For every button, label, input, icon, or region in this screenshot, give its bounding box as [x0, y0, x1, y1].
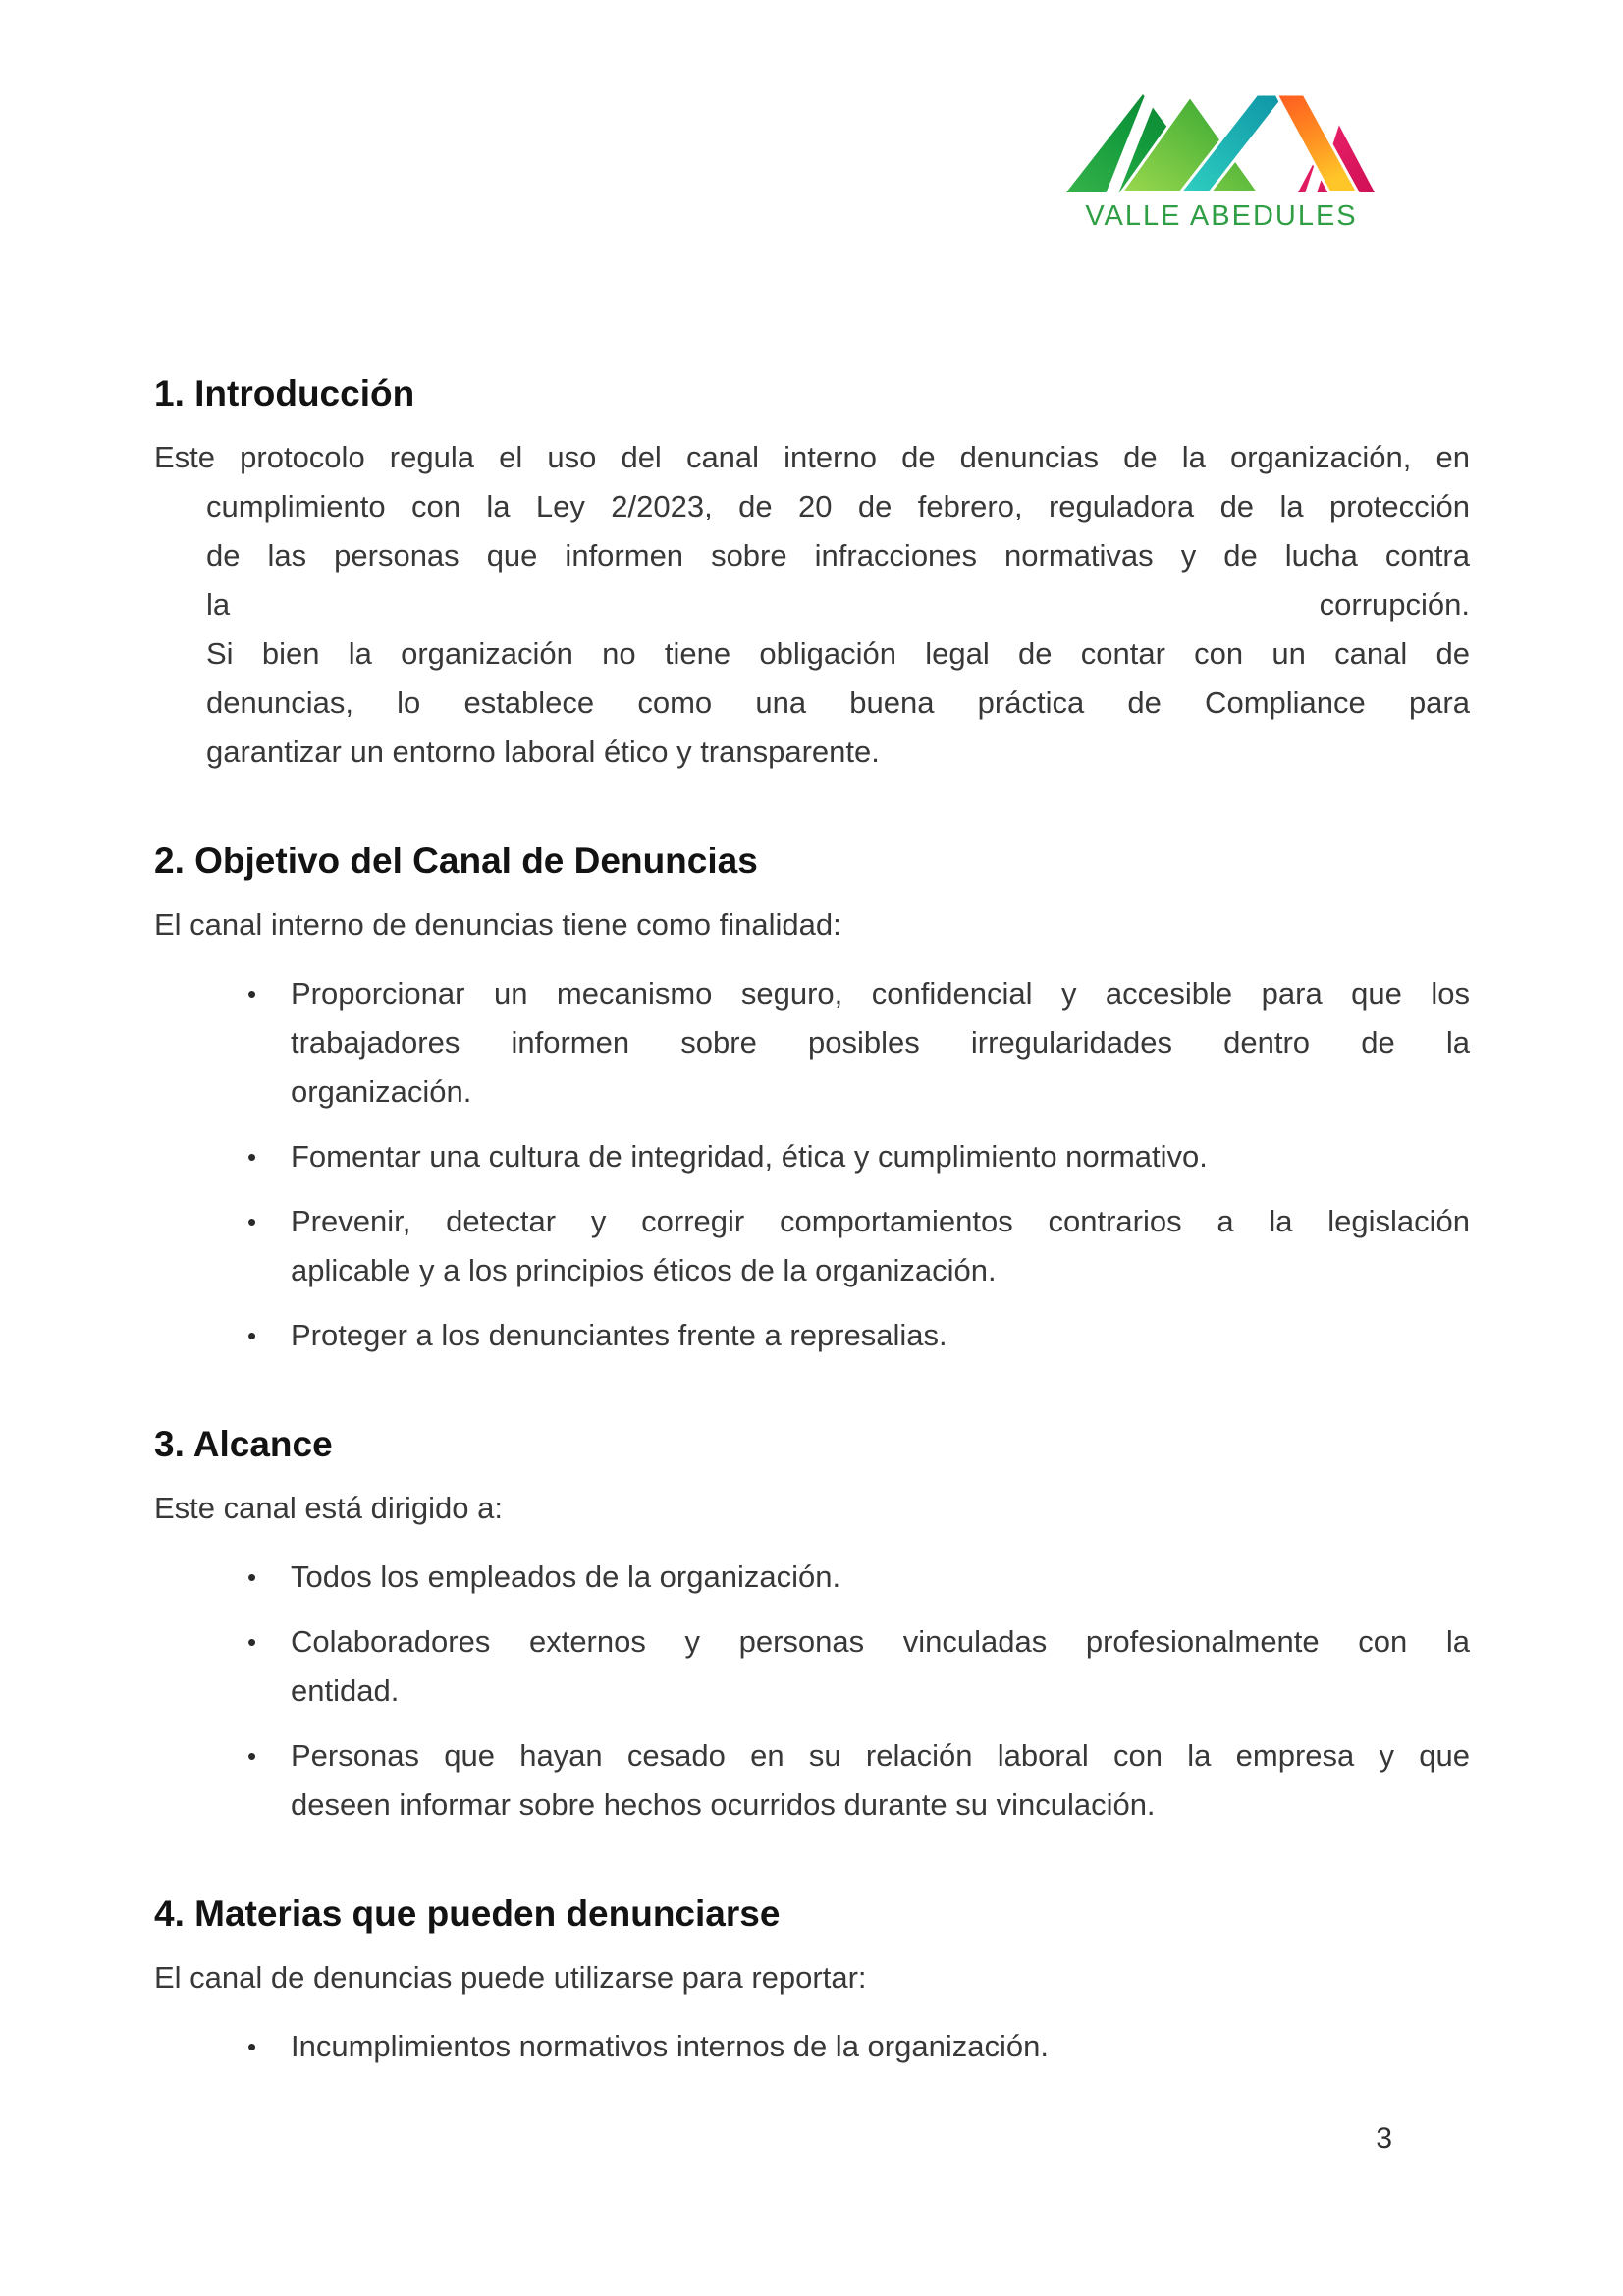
text-line: Proteger a los denunciantes frente a represalias.	[291, 1318, 947, 1352]
text-line: deseen informar sobre hechos ocurridos durante su vinculación.	[291, 1787, 1156, 1822]
section-materias	[154, 1888, 1470, 2071]
text-line: la corrupción.	[206, 587, 1470, 622]
section-objetivo	[154, 836, 1470, 1360]
section-3-heading: 3. Alcance	[154, 1424, 333, 1464]
text-line: Este protocolo regula el uso del canal interno de denuncias de la organización, en	[154, 440, 1470, 474]
bullet-icon: •	[247, 1562, 257, 1592]
section-4-heading: 4. Materias que pueden denunciarse	[154, 1893, 781, 1934]
text-line: Todos los empleados de la organización.	[291, 1559, 841, 1594]
text-line: organización.	[291, 1074, 472, 1109]
text-line: aplicable y a los principios éticos de la organización.	[291, 1253, 997, 1287]
text-line: Incumplimientos normativos internos de la organización.	[291, 2029, 1049, 2063]
logo-mark-icon	[1063, 88, 1380, 198]
bullet-icon: •	[247, 1321, 257, 1350]
text-line: entidad.	[291, 1673, 400, 1708]
logo-wordmark: VALLE ABEDULES	[1085, 200, 1358, 232]
section-4-lead: El canal de denuncias puede utilizarse para reportar:	[154, 1960, 867, 1995]
bullet-icon: •	[247, 1142, 257, 1172]
bullet-icon: •	[247, 979, 257, 1009]
list-item	[154, 1731, 1470, 1830]
text-line: Proporcionar un mecanismo seguro, confidencial y accesible para que los	[291, 976, 1470, 1011]
section-alcance	[154, 1419, 1470, 1830]
section-1-heading: 1. Introducción	[154, 373, 415, 413]
list-item	[154, 2022, 1470, 2071]
alcance-list	[154, 1553, 1470, 1830]
objetivo-list	[154, 969, 1470, 1360]
intro-paragraph	[154, 433, 1470, 777]
text-line: de las personas que informen sobre infracciones normativas y de lucha contra	[206, 538, 1470, 573]
text-line: Personas que hayan cesado en su relación laboral con la empresa y que	[291, 1738, 1470, 1773]
text-line: trabajadores informen sobre posibles irregularidades dentro de la	[291, 1025, 1470, 1060]
text-line: Si bien la organización no tiene obligación legal de contar con un canal de	[206, 636, 1470, 671]
section-introduccion	[154, 368, 1470, 777]
list-item	[154, 1553, 1470, 1602]
company-logo	[1063, 0, 1380, 233]
bullet-icon: •	[247, 1741, 257, 1771]
text-line: Colaboradores externos y personas vinculadas profesionalmente con la	[291, 1624, 1470, 1659]
section-2-heading: 2. Objetivo del Canal de Denuncias	[154, 841, 758, 881]
bullet-icon: •	[247, 2032, 257, 2061]
page-number: 3	[1376, 2122, 1392, 2155]
bullet-icon: •	[247, 1627, 257, 1657]
list-item	[154, 1617, 1470, 1716]
materias-list	[154, 2022, 1470, 2071]
text-line: garantizar un entorno laboral ético y transparente.	[206, 735, 880, 769]
list-item	[154, 1311, 1470, 1360]
list-item	[154, 1197, 1470, 1295]
text-line: Fomentar una cultura de integridad, ética y cumplimiento normativo.	[291, 1139, 1208, 1174]
list-item	[154, 969, 1470, 1117]
bullet-icon: •	[247, 1207, 257, 1236]
text-line: cumplimiento con la Ley 2/2023, de 20 de febrero, reguladora de la protección	[206, 489, 1470, 523]
document-body	[0, 368, 1623, 2071]
section-3-lead: Este canal está dirigido a:	[154, 1491, 503, 1525]
text-line: Prevenir, detectar y corregir comportamientos contrarios a la legislación	[291, 1204, 1470, 1238]
list-item	[154, 1132, 1470, 1181]
section-2-lead: El canal interno de denuncias tiene como finalidad:	[154, 907, 841, 942]
text-line: denuncias, lo establece como una buena práctica de Compliance para	[206, 685, 1470, 720]
